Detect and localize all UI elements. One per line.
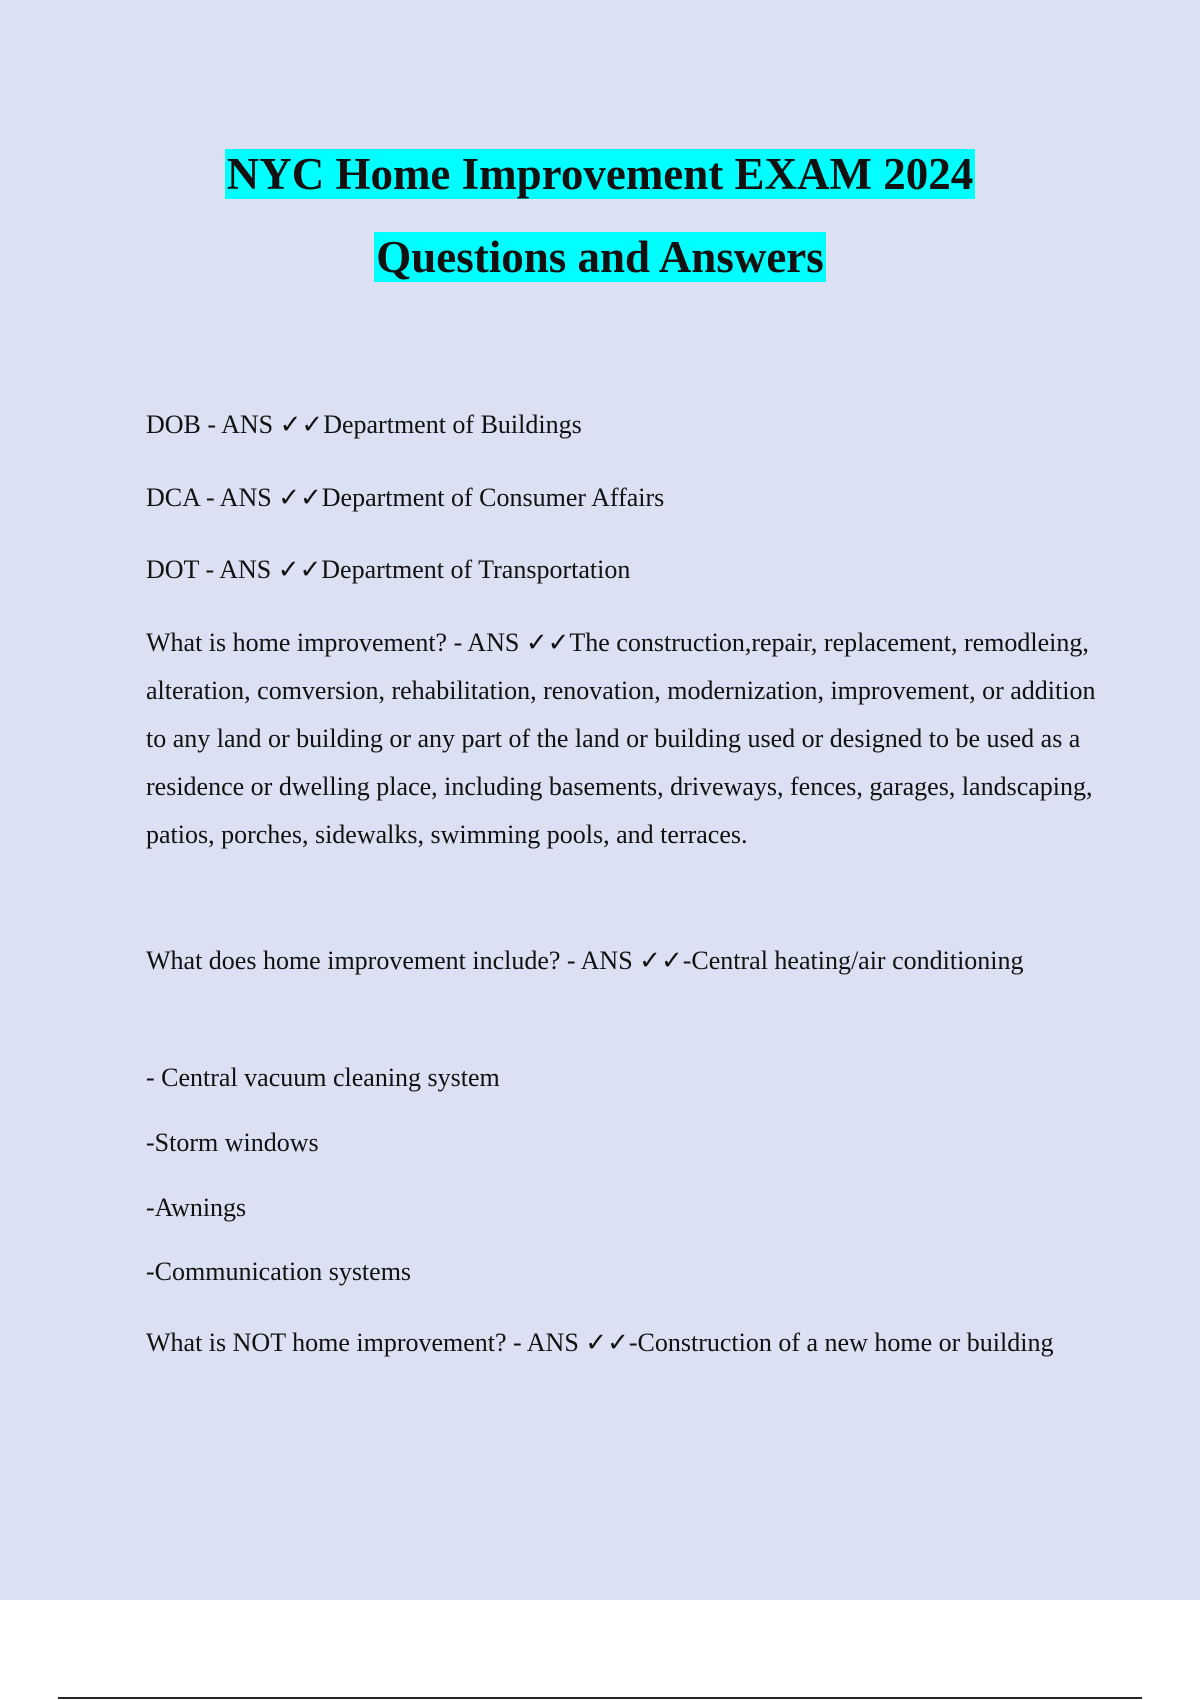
title-line-2 — [0, 229, 1200, 285]
title-highlight-2: Questions and Answers — [376, 232, 824, 282]
qa-home-improvement-definition: What is home improvement? - ANS ✓✓The construction,repair, replacement, remodleing, alteration, comversion, rehabilitation, renovation, modernization, improvement, or addition to any land or building or any part of the land or building used or designed to be used as a residence or dwelling place, including basements, driveways, fences, garages, landscaping, patios, porches, sidewalks, swimming pools, and terraces. — [146, 628, 1096, 849]
bullet-central-vacuum: - Central vacuum cleaning system — [146, 1063, 500, 1092]
bullet-storm-windows: -Storm windows — [146, 1128, 319, 1157]
bullet-awnings: -Awnings — [146, 1193, 247, 1222]
qa-dca: DCA - ANS ✓✓Department of Consumer Affairs — [146, 483, 665, 512]
qa-home-improvement-includes: What does home improvement include? - ANS ✓✓-Central heating/air conditioning — [146, 946, 1024, 975]
qa-dot: DOT - ANS ✓✓Department of Transportation — [146, 555, 631, 584]
title-highlight-1: NYC Home Improvement EXAM 2024 — [226, 149, 974, 199]
qa-dob: DOB - ANS ✓✓Department of Buildings — [146, 410, 582, 439]
bullet-communication-systems: -Communication systems — [146, 1257, 412, 1286]
footer-divider — [58, 1697, 1142, 1699]
qa-not-home-improvement: What is NOT home improvement? - ANS ✓✓-Construction of a new home or building — [146, 1328, 1054, 1357]
title-line-1 — [0, 146, 1200, 202]
